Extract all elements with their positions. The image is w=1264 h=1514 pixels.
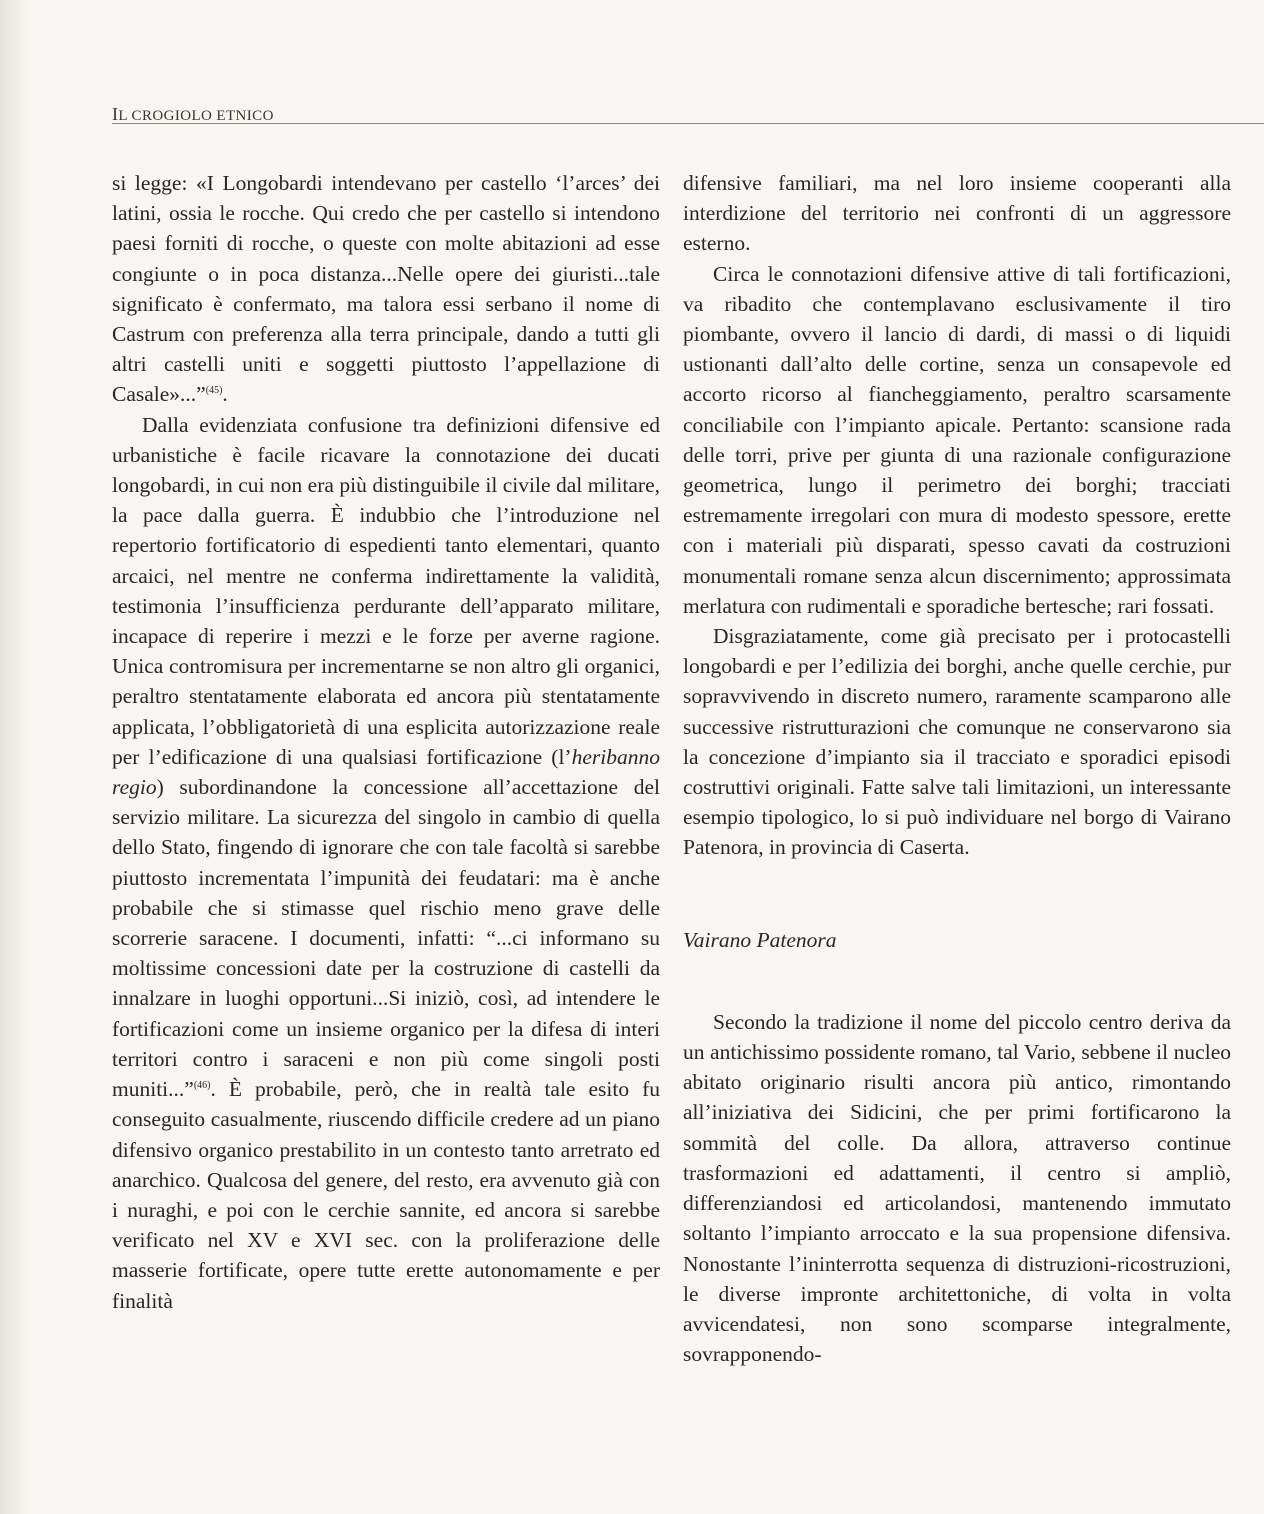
right-paragraph-1: difensive familiari, ma nel loro insieme cooperanti alla interdizione del territorio nei confronti di un aggressore esterno. [683, 171, 1231, 256]
running-header-title: L CROGIOLO ETNICO [118, 108, 274, 124]
right-paragraph-2: Circa le connotazioni difensive attive di tali fortificazioni, va ribadito che contemplavano esclusivamente il tiro piombante, ovvero il lancio di dardi, di massi o di liquidi ustionanti dall’alto delle cortine, senza un consapevole ed accorto ricorso al fiancheggiamento, peraltro scarsamente conciliabile con l’impianto apicale. Pertanto: scansione rada delle torri, prive per giunta di una razionale configurazione geometrica, lungo il perimetro dei borghi; tracciati estremamente irregolari con mura di modesto spessore, erette con i materiali più disparati, spesso cavati da costruzioni monumentali romane senza alcun discernimento; approssimata merlatura con rudimentali e sporadiche bertesche; rari fossati. [683, 261, 1231, 618]
running-header [112, 104, 274, 125]
running-header-initial: I [112, 104, 119, 124]
left-paragraph-2 [112, 410, 660, 1316]
header-rule [112, 123, 1264, 124]
right-paragraph-3: Disgraziatamente, come già precisato per i protocastelli longobardi e per l’edilizia dei borghi, anche quelle cerchie, pur sopravvivendo in discreto numero, raramente scamparono alle successive ristrutturazioni che comunque ne conservarono sia la concezione d’impianto sia il tracciato e sporadici episodi costruttivi originali. Fatte salve tali limitazioni, un interessante esempio tipologico, lo si può individuare nel borgo di Vairano Patenora, in provincia di Caserta. [683, 624, 1231, 860]
left-p2-text-c: . È probabile, però, che in realtà tale esito fu conseguito casualmente, riuscendo difficile credere ad un piano difensivo organico prestabilito in un contesto tanto arretrato ed anarchico. Qualcosa del genere, del resto, era avvenuto già con i nuraghi, e poi con le cerchie sannite, ed ancora si sarebbe verificato nel XV e XVI sec. con la proliferazione delle masserie fortificate, opere tutte erette autonomamente e per finalità [112, 1077, 660, 1313]
footnote-ref-45: (45) [205, 385, 223, 397]
right-column [683, 168, 1231, 1369]
left-paragraph-1 [112, 168, 660, 410]
left-p2-text-b: ) subordinandone la concessione all’accettazione del servizio militare. La sicurezza del singolo in cambio di quella dello Stato, fingendo di ignorare che con tale facoltà si sarebbe piuttosto incrementata l’impunità dei feudatari: ma è anche probabile che si stimasse quel rischio meno grave delle scorrerie saracene. I documenti, infatti: “...ci informano su moltissime concessioni date per la costruzione di castelli da innalzare in luoghi opportuni...Si iniziò, così, ad intendere le fortificazioni come un insieme organico per la difesa di interi territori contro i saraceni e non più come singoli posti muniti...” [112, 775, 660, 1102]
left-column [112, 168, 660, 1316]
page-gutter-shadow [0, 0, 30, 1514]
left-p1-end: . [222, 382, 228, 407]
section-heading: Vairano Patenora [683, 927, 837, 952]
left-p1-text: si legge: «I Longobardi intendevano per castello ‘l’arces’ dei latini, ossia le rocche. Qui credo che per castello si intendono paesi forniti di rocche, o queste con molte abitazioni ad esse congiunte o in poca distanza...Nelle opere dei giuristi...tale significato è confermato, ma talora essi serbano il nome di Castrum con preferenza alla terra principale, dando a tutti gli altri castelli uniti e soggetti piuttosto l’appellazione di Casale»...” [112, 171, 660, 407]
right-paragraph-4: Secondo la tradizione il nome del piccolo centro deriva da un antichissimo possidente romano, tal Vario, sebbene il nucleo abitato originario risulti ancora più antico, rimontando all’iniziativa dei Sidicini, che per primi fortificarono la sommità del colle. Da allora, attraverso continue trasformazioni ed adattamenti, il centro si ampliò, differenziandosi ed articolandosi, mantenendo immutato soltanto l’impianto arroccato e la sua propensione difensiva. Nonostante l’ininterrotta sequenza di distruzioni-ricostruzioni, le diverse impronte architettoniche, di volta in volta avvicendatesi, non sono scomparse integralmente, sovrapponendo- [683, 1009, 1231, 1367]
footnote-ref-46: (46) [193, 1079, 211, 1091]
left-p2-text-a: Dalla evidenziata confusione tra definizioni difensive ed urbanistiche è facile ricavare la connotazione dei ducati longobardi, in cui non era più distinguibile il civile dal militare, la pace dalla guerra. È indubbio che l’introduzione nel repertorio fortificatorio di espedienti tanto elementari, quanto arcaici, nel mentre ne conferma indirettamente la validità, testimonia l’insufficienza perdurante dell’apparato militare, incapace di reperire i mezzi e le forze per averne ragione. Unica contromisura per incrementarne se non altro gli organici, peraltro stentatamente elaborata ed ancora più stentatamente applicata, l’obbligatorietà di una esplicita autorizzazione reale per l’edificazione di una qualsiasi fortificazione (l’ [112, 412, 660, 769]
left-p2-italic-term: heribanno regio [112, 744, 660, 800]
